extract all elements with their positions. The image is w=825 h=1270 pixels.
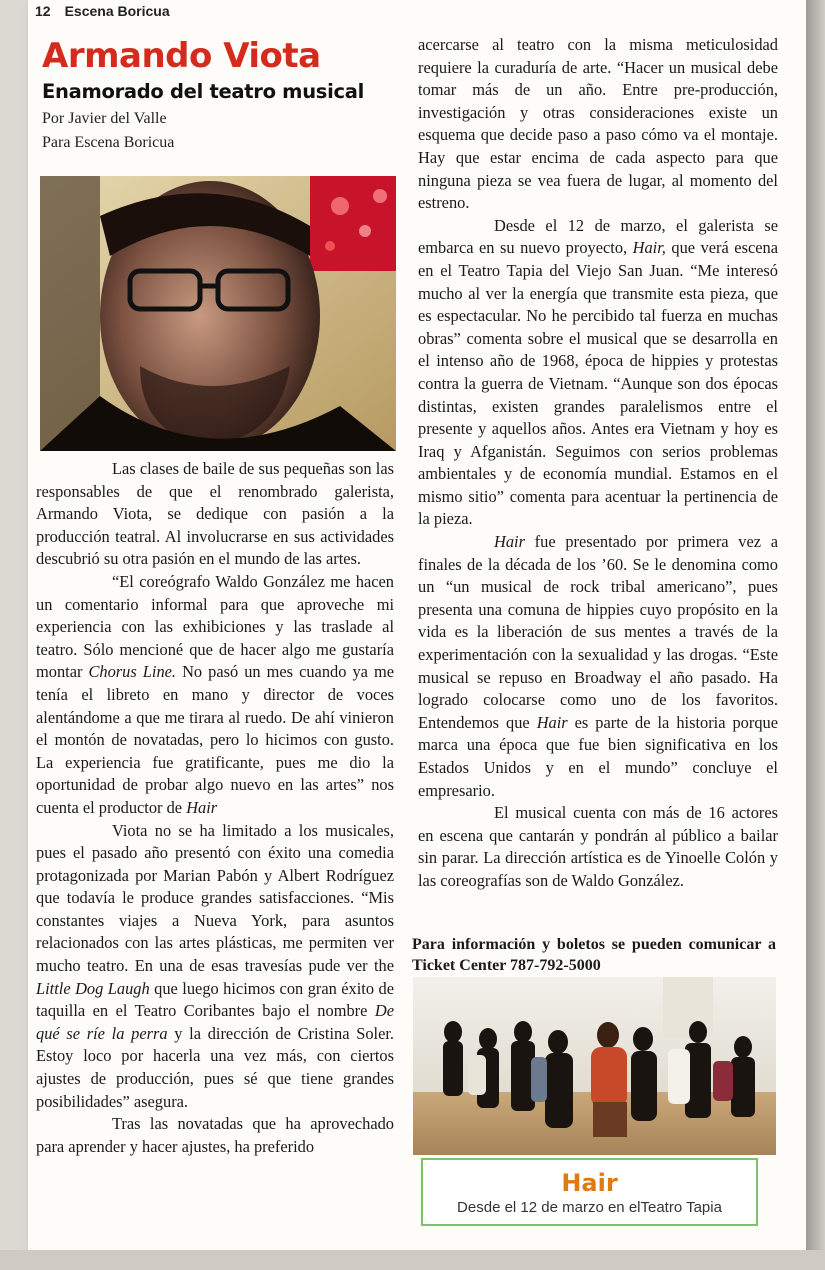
- paragraph-text: Viota no se ha limitado a los musicales, pues el pasado año presentó con éxito una comedia protagonizada por Marian Pabón y Albert Rodríguez que todavía le produce grandes satisfacciones. “Mis constantes viajes a Nueva York, para asuntos relacionados con las artes plásticas, me permiten ver mucho teatro. En una de esas travesías pude ver the: [36, 820, 394, 976]
- italic-title: Chorus Line.: [88, 662, 177, 682]
- paragraph-text: Las clases de baile de sus pequeñas son las responsables de que el renombrado galerista, Armando Viota, se dedique con pasión a la producción teatral. Al involucrarse en sus actividades descubrió su otra pasión en el mundo de las artes.: [36, 459, 394, 569]
- paragraph-text: acercarse al teatro con la misma meticulosidad requiere la curaduría de arte. “Hacer un musical debe tomar más de un año. Entre pre-producción, investigación y otras consideraciones existe un esquema que decide paso a paso cómo va el montaje. Hay que estar encima de cada aspecto para que ninguna pieza se vea fuera de lugar, al momento del estreno.: [418, 35, 778, 213]
- paragraph-text: es parte de la historia porque marca una época que fue bien significativa en los Estados Unidos y en el mundo” concluye el empresario.: [418, 712, 778, 800]
- paragraph: [418, 215, 778, 531]
- paragraph: [418, 34, 778, 215]
- paragraph-text: “El coreógrafo Waldo González me hacen un comentario informal para que aproveche mi experiencia con las exhibiciones y las traslade al teatro. Sólo mencioné que de hacer algo me gustaría montar: [36, 571, 394, 682]
- italic-title: Hair,: [632, 238, 666, 258]
- italic-title: De qué se ríe la perra: [36, 1001, 394, 1043]
- italic-title: Hair: [536, 712, 568, 732]
- caption-title: Hair: [561, 1169, 618, 1197]
- paragraph-text: Tras las novatadas que ha aprovechado para aprender y hacer ajustes, ha preferido: [36, 1114, 394, 1156]
- caption-subtitle: Desde el 12 de marzo en elTeatro Tapia: [457, 1199, 722, 1216]
- paragraph: [418, 531, 778, 802]
- paragraph: [36, 458, 394, 571]
- paragraph-text: fue presentado por primera vez a finales de la década de los ’60. Se le denomina como un “un musical de rock tribal americano”, pues presenta una comuna de hippies cuyo propósito en la vida es la liberación de sus mentes a través de la experimentación con la sexualidad y las drogas. “Este musical se repuso en Broadway el año pasado. Ha logrado colocarse como uno de los favoritos. Entendemos que: [418, 532, 778, 732]
- publication-name: Escena Boricua: [64, 3, 170, 19]
- paragraph-text: El musical cuenta con más de 16 actores en escena que cantarán y pondrán al público a bailar sin parar. La dirección artística es de Yinoelle Colón y las coreografías son de Waldo González.: [418, 803, 778, 890]
- page-edge: [806, 0, 825, 1270]
- article-subtitle: Enamorado del teatro musical: [42, 80, 364, 103]
- page-number: 12: [35, 3, 51, 19]
- paragraph-text: que luego hicimos con gran éxito de taquilla en el Teatro Coribantes bajo el nombre: [36, 978, 394, 1021]
- article-title: Armando Viota: [42, 36, 321, 76]
- paragraph-text: No pasó un mes cuando ya me tenía el libreto en mano y director de voces alentándome a que me tirara al ruedo. De ahí vinieron el montón de novatadas, pero lo hicimos con gusto. La experiencia fue gratificante, pues me dio la oportunidad de probar algo nuevo en las artes” nos cuenta el productor de: [36, 662, 394, 817]
- paragraph: [36, 571, 394, 820]
- italic-title: Hair: [494, 532, 525, 552]
- page-header: [35, 3, 184, 19]
- ticket-info: Para información y boletos se pueden comunicar a Ticket Center 787-792-5000: [412, 936, 776, 974]
- paragraph-text: y la dirección de Cristina Soler. Estoy loco por hacerla una vez más, con ciertos ajustes de producción, pues sé que tiene grandes posibilidades” asegura.: [36, 1023, 395, 1111]
- paragraph-text: Desde el 12 de marzo, el galerista se embarca en su nuevo proyecto,: [418, 215, 778, 258]
- paragraph-text: que verá escena en el Teatro Tapia del Viejo San Juan. “Me interesó mucho al ver la energía que transmite esta pieza, que es espectacular. No he percibido tal fuerza en muchas obras” comenta sobre el musical que se desarrolla en el intenso año de 1968, época de hippies y protestas contra la guerra de Vietnam. “Aunque son dos épocas distintas, existen grandes paralelismos entre el presente y aquellos años. Antes era Vietnam y hoy es Iraq y Afganistán. Seguimos con serios problemas ambientales y de economía mundial. Estamos en el mismo sitio” comenta para acentuar la pertinencia de la pieza.: [418, 238, 778, 529]
- byline-author: Por Javier del Valle: [42, 110, 167, 127]
- column-right: [418, 34, 778, 893]
- paragraph: [36, 820, 394, 1114]
- page-bottom-edge: [0, 1250, 825, 1270]
- caption-box: [421, 1158, 758, 1226]
- portrait-photo: [40, 176, 396, 451]
- byline-publication: Para Escena Boricua: [42, 134, 175, 151]
- paragraph: [418, 802, 778, 892]
- italic-title: Hair: [186, 797, 218, 817]
- cast-photo: [413, 977, 776, 1155]
- paragraph: [36, 1113, 394, 1158]
- column-left: [36, 458, 394, 1158]
- italic-title: Little Dog Laugh: [36, 978, 150, 998]
